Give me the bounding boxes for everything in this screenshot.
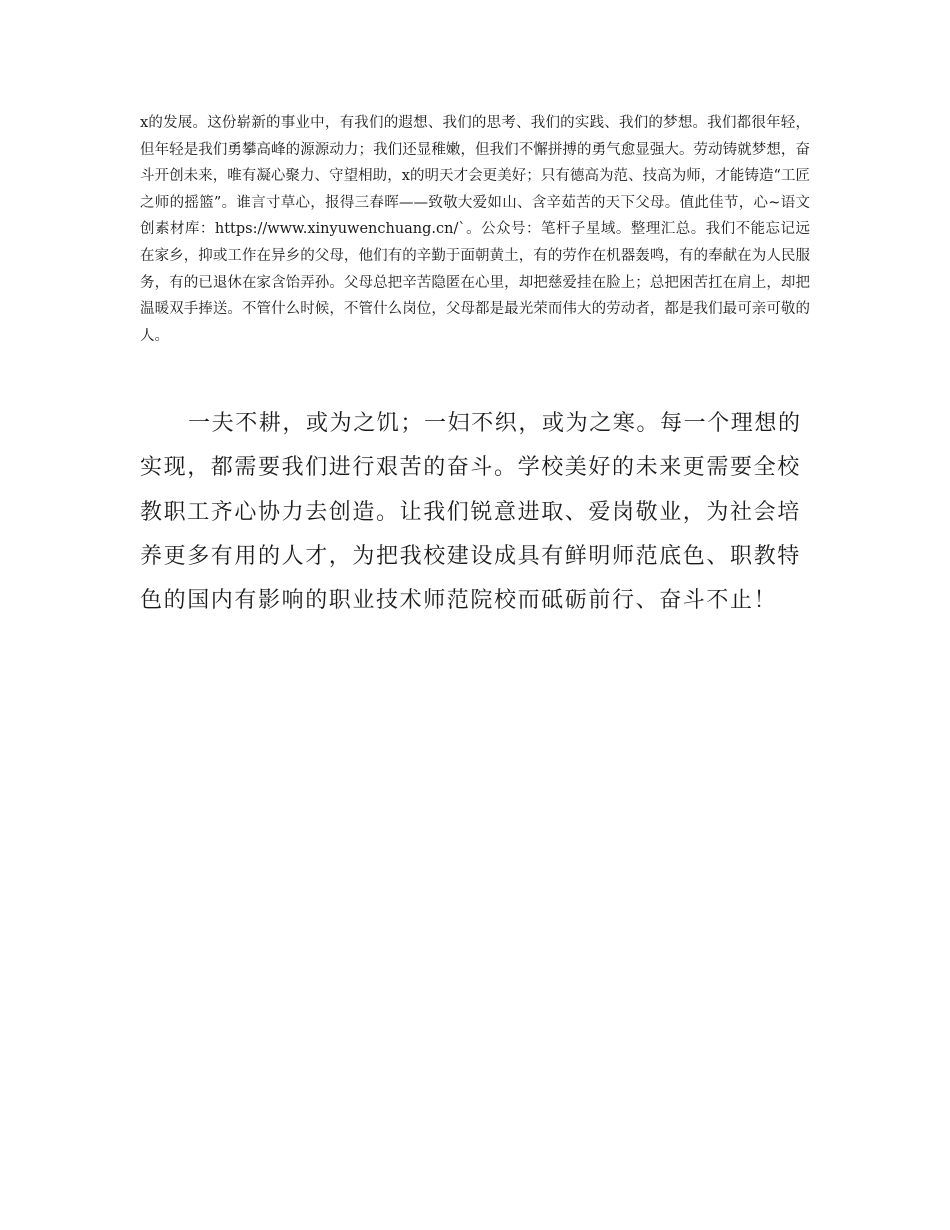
body-paragraph-2: 一夫不耕，或为之饥；一妇不织，或为之寒。每一个理想的实现，都需要我们进行艰苦的奋斗。学校美好的未来更需要全校教职工齐心协力去创造。让我们锐意进取、爱岗敬业，为社会培养更多有用的人才，为把我校建设成具有鲜明师范底色、职教特色的国内有影响的职业技术师范院校而砥砺前行、奋斗不止！: [140, 411, 802, 614]
body-paragraph-1: x的发展。这份崭新的事业中，有我们的遐想、我们的思考、我们的实践、我们的梦想。我们都很年轻，但年轻是我们勇攀高峰的源源动力；我们还显稚嫩，但我们不懈拼搏的勇气愈显强大。劳动铸就梦想，奋斗开创未来，唯有凝心聚力、守望相助，x的明天才会更美好；只有德高为范、技高为师，才能铸造“工匠之师的摇篮”。谁言寸草心，报得三春晖——致敬大爱如山、含辛茹苦的天下父母。值此佳节，心~语文创素材库：https://www.xinyuwenchuang.cn/`。公众号：笔杆子星域。整理汇总。我们不能忘记远在家乡，抑或工作在异乡的父母，他们有的辛勤于面朝黄土，有的劳作在机器轰鸣，有的奉献在为人民服务，有的已退休在家含饴弄孙。父母总把辛苦隐匿在心里，却把慈爱挂在脸上；总把困苦扛在肩上，却把温暖双手捧送。不管什么时候，不管什么岗位，父母都是最光荣而伟大的劳动者，都是我们最可亲可敬的人。: [140, 115, 810, 344]
